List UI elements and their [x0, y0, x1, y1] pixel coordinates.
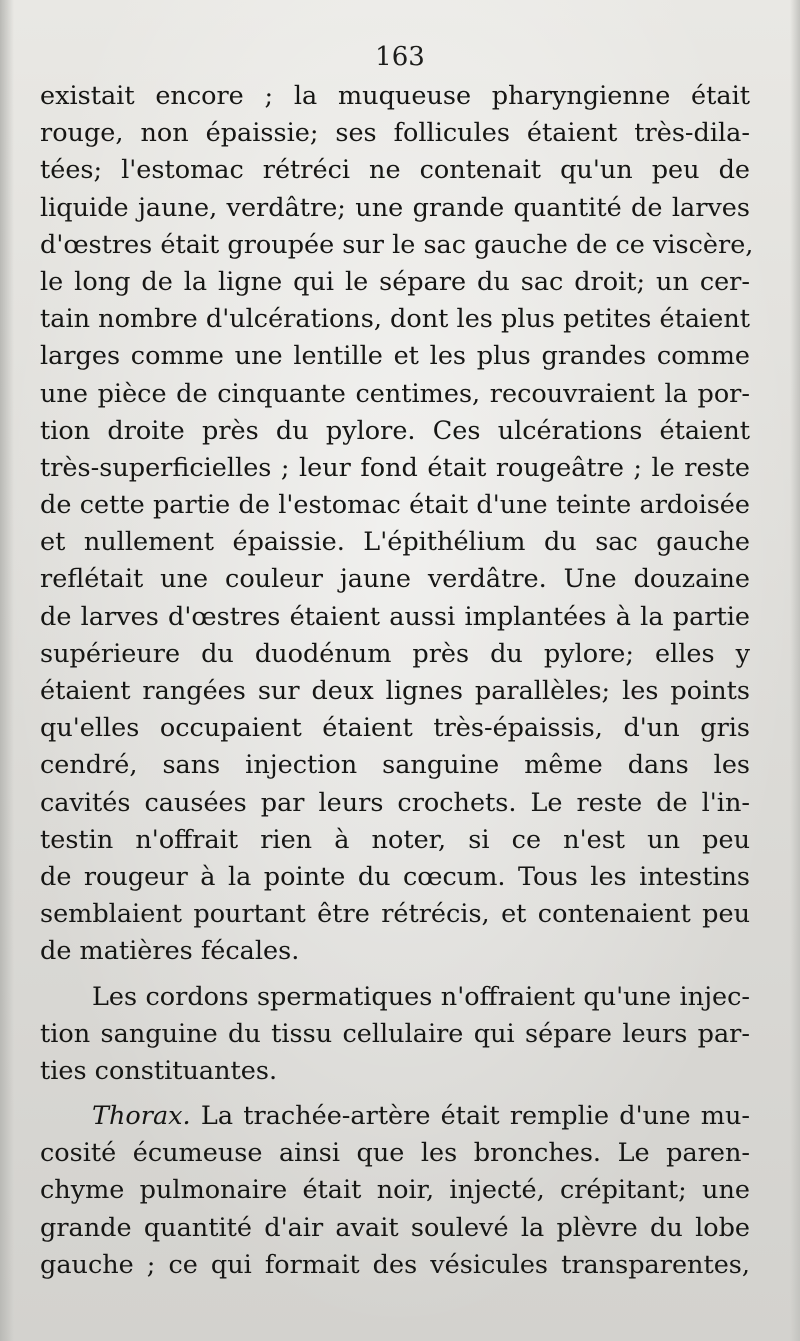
text-line: rouge, non épaissie; ses follicules étaient très-dila- — [40, 118, 750, 149]
text-line: reflétait une couleur jaune verdâtre. Une douzaine — [40, 564, 750, 595]
text-fragment: La trachée-artère était remplie d'une mu- — [190, 1101, 750, 1132]
text-line: et nullement épaissie. L'épithélium du sac gauche — [40, 527, 750, 558]
text-line — [40, 1098, 750, 1135]
text-line: grande quantité d'air avait soulevé la plèvre du lobe — [40, 1212, 750, 1243]
text-line: de cette partie de l'estomac était d'une teinte ardoisée — [40, 490, 750, 521]
text-line: le long de la ligne qui le sépare du sac droit; un cer- — [40, 266, 750, 297]
text-line: gauche ; ce qui formait des vésicules transparentes, — [40, 1249, 750, 1280]
paragraph-gap — [40, 971, 750, 979]
text-line: supérieure du duodénum près du pylore; elles y — [40, 638, 750, 669]
text-line: ties constituantes. — [40, 1055, 278, 1086]
text-line: très-superficielles ; leur fond était rougeâtre ; le reste — [40, 452, 750, 483]
text-line: tion droite près du pylore. Ces ulcérations étaient — [40, 415, 750, 446]
text-line: cendré, sans injection sanguine même dans les — [40, 750, 750, 781]
text-line: semblaient pourtant être rétrécis, et contenaient peu — [40, 899, 750, 930]
text-line: d'œstres était groupée sur le sac gauche de ce viscère, — [40, 229, 754, 260]
text-line: tain nombre d'ulcérations, dont les plus petites étaient — [40, 304, 750, 335]
text-line: de larves d'œstres étaient aussi implantées à la partie — [40, 601, 750, 632]
text-line: tées; l'estomac rétréci ne contenait qu'un peu de — [40, 155, 750, 186]
paragraph-1 — [40, 78, 754, 971]
paragraph-3 — [40, 1098, 750, 1284]
page-number: 163 — [375, 42, 425, 72]
paragraph-2 — [40, 979, 750, 1091]
text-line: de rougeur à la pointe du cœcum. Tous les intestins — [40, 861, 750, 892]
text-line: Les cordons spermatiques n'offraient qu'une injec- — [92, 981, 750, 1012]
paragraph-gap — [40, 1090, 750, 1098]
section-heading-thorax: Thorax. — [92, 1101, 191, 1132]
text-line: qu'elles occupaient étaient très-épaissis, d'un gris — [40, 713, 750, 744]
text-line: étaient rangées sur deux lignes parallèles; les points — [40, 676, 750, 706]
text-line: de matières fécales. — [40, 936, 300, 967]
text-line: liquide jaune, verdâtre; une grande quantité de larves — [40, 192, 750, 223]
text-line: cavités causées par leurs crochets. Le reste de l'in- — [40, 787, 750, 818]
text-line: testin n'offrait rien à noter, si ce n'est un peu — [40, 824, 750, 855]
text-line: chyme pulmonaire était noir, injecté, crépitant; une — [40, 1175, 750, 1206]
text-line: larges comme une lentille et les plus grandes comme — [40, 341, 750, 372]
text-line: existait encore ; la muqueuse pharyngienne était — [40, 81, 750, 111]
page-left-shadow — [0, 0, 14, 1341]
page-right-shadow — [790, 0, 800, 1341]
text-line: cosité écumeuse ainsi que les bronches. Le paren- — [40, 1138, 750, 1169]
page-body-text — [40, 78, 754, 1284]
text-line: tion sanguine du tissu cellulaire qui sépare leurs par- — [40, 1018, 750, 1049]
text-line: une pièce de cinquante centimes, recouvraient la por- — [40, 378, 750, 409]
